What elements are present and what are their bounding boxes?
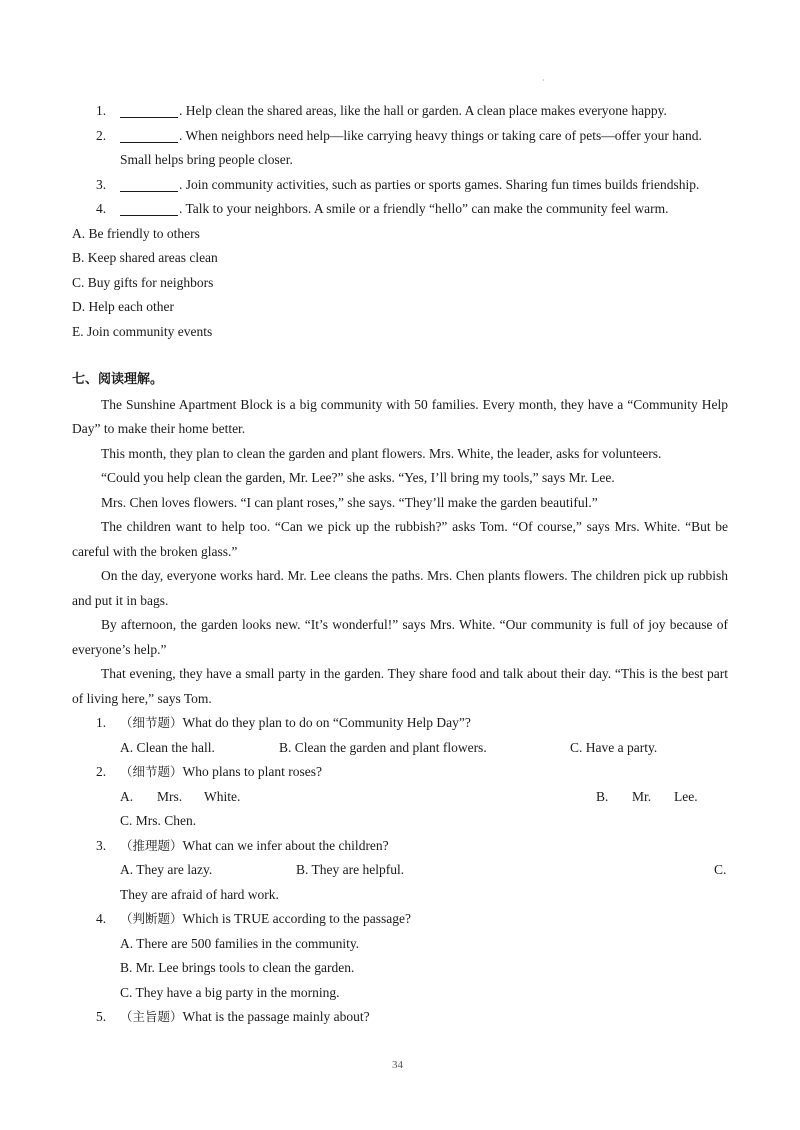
question-options <box>72 956 728 981</box>
section-title: 七、阅读理解。 <box>72 372 164 387</box>
option-b-letter[interactable]: B. <box>596 788 609 804</box>
option-a-word: White. <box>204 788 241 804</box>
question-type: （细节题） <box>120 715 183 730</box>
passage-paragraph: By afternoon, the garden looks new. “It’s wonderful!” says Mrs. White. “Our community is full of joy because of everyone’s help.” <box>72 617 728 657</box>
matching-item-continued: Small helps bring people closer. <box>120 152 293 167</box>
answer-blank[interactable] <box>120 102 178 118</box>
question-options <box>72 858 728 883</box>
option-a[interactable]: A. There are 500 families in the community. <box>120 935 360 951</box>
option-c-letter[interactable]: C. <box>714 862 727 877</box>
option-b-word: Mr. <box>632 788 652 804</box>
passage-paragraph: On the day, everyone works hard. Mr. Lee cleans the paths. Mrs. Chen plants flowers. The children pick up rubbish and put it in bags. <box>72 568 728 608</box>
question-type: （主旨题） <box>120 1009 183 1024</box>
question: 5. （主旨题）What is the passage mainly about? <box>96 1009 370 1024</box>
scan-mark: · <box>542 76 545 85</box>
option-b[interactable]: B. Clean the garden and plant flowers. <box>279 739 487 755</box>
option-b[interactable]: B. They are helpful. <box>296 862 405 877</box>
passage-paragraph: The children want to help too. “Can we pick up the rubbish?” asks Tom. “Of course,” says Mrs. White. “But be careful with the broken glass.” <box>72 519 728 559</box>
option-a-letter[interactable]: A. <box>120 788 134 804</box>
answer-blank[interactable] <box>120 200 178 216</box>
passage-paragraph: This month, they plan to clean the garden and plant flowers. Mrs. White, the leader, asks for volunteers. <box>101 445 662 461</box>
matching-option: A. Be friendly to others <box>72 225 200 241</box>
matching-item: 1. . Help clean the shared areas, like the hall or garden. A clean place makes everyone happy. <box>96 103 667 118</box>
option-c[interactable]: C. They have a big party in the morning. <box>120 984 340 1000</box>
question-options <box>72 736 728 761</box>
reading-section <box>72 368 728 1030</box>
option-a[interactable]: A. Clean the hall. <box>120 739 215 755</box>
question: 3. （推理题）What can we infer about the children? <box>96 837 389 853</box>
question-type: （推理题） <box>120 837 183 853</box>
page-number: 34 <box>392 1059 403 1068</box>
question-options <box>72 809 728 834</box>
option-b-word: Lee. <box>674 788 698 804</box>
question-options <box>72 785 728 810</box>
answer-blank[interactable] <box>120 127 178 143</box>
option-c[interactable]: C. Have a party. <box>570 739 658 755</box>
matching-option: C. Buy gifts for neighbors <box>72 274 214 290</box>
question-options <box>72 883 728 908</box>
option-c[interactable]: C. Mrs. Chen. <box>120 813 197 828</box>
option-c-text: They are afraid of hard work. <box>120 886 279 902</box>
matching-option: B. Keep shared areas clean <box>72 250 218 265</box>
question-type: （细节题） <box>120 764 183 779</box>
question: 2. （细节题）Who plans to plant roses? <box>96 764 322 779</box>
question-options <box>72 932 728 957</box>
matching-item: 4. . Talk to your neighbors. A smile or a friendly “hello” can make the community feel warm. <box>96 201 669 216</box>
passage-paragraph: That evening, they have a small party in the garden. They share food and talk about their day. “This is the best part of living here,” says Tom. <box>72 666 728 706</box>
question-type: （判断题） <box>120 911 183 926</box>
matching-item: 2. . When neighbors need help—like carrying heavy things or taking care of pets—offer your hand. <box>96 127 702 143</box>
option-b[interactable]: B. Mr. Lee brings tools to clean the garden. <box>120 960 355 975</box>
passage-paragraph: “Could you help clean the garden, Mr. Lee?” she asks. “Yes, I’ll bring my tools,” says Mr. Lee. <box>101 470 615 485</box>
question-options <box>72 981 728 1006</box>
matching-option: D. Help each other <box>72 299 174 314</box>
matching-option: E. Join community events <box>72 323 213 339</box>
passage-paragraph: Mrs. Chen loves flowers. “I can plant roses,” she says. “They’ll make the garden beautiful.” <box>101 494 598 510</box>
passage-paragraph: The Sunshine Apartment Block is a big community with 50 families. Every month, they have a “Community Help Day” to make their home better. <box>72 396 728 436</box>
question: 1. （细节题）What do they plan to do on “Community Help Day”? <box>96 715 471 730</box>
option-a[interactable]: A. They are lazy. <box>120 862 213 877</box>
option-a-word: Mrs. <box>157 788 183 804</box>
question: 4. （判断题）Which is TRUE according to the passage? <box>96 911 411 926</box>
answer-blank[interactable] <box>120 176 178 192</box>
matching-item: 3. . Join community activities, such as parties or sports games. Sharing fun times builds friendship. <box>96 176 700 192</box>
matching-section <box>72 99 728 344</box>
